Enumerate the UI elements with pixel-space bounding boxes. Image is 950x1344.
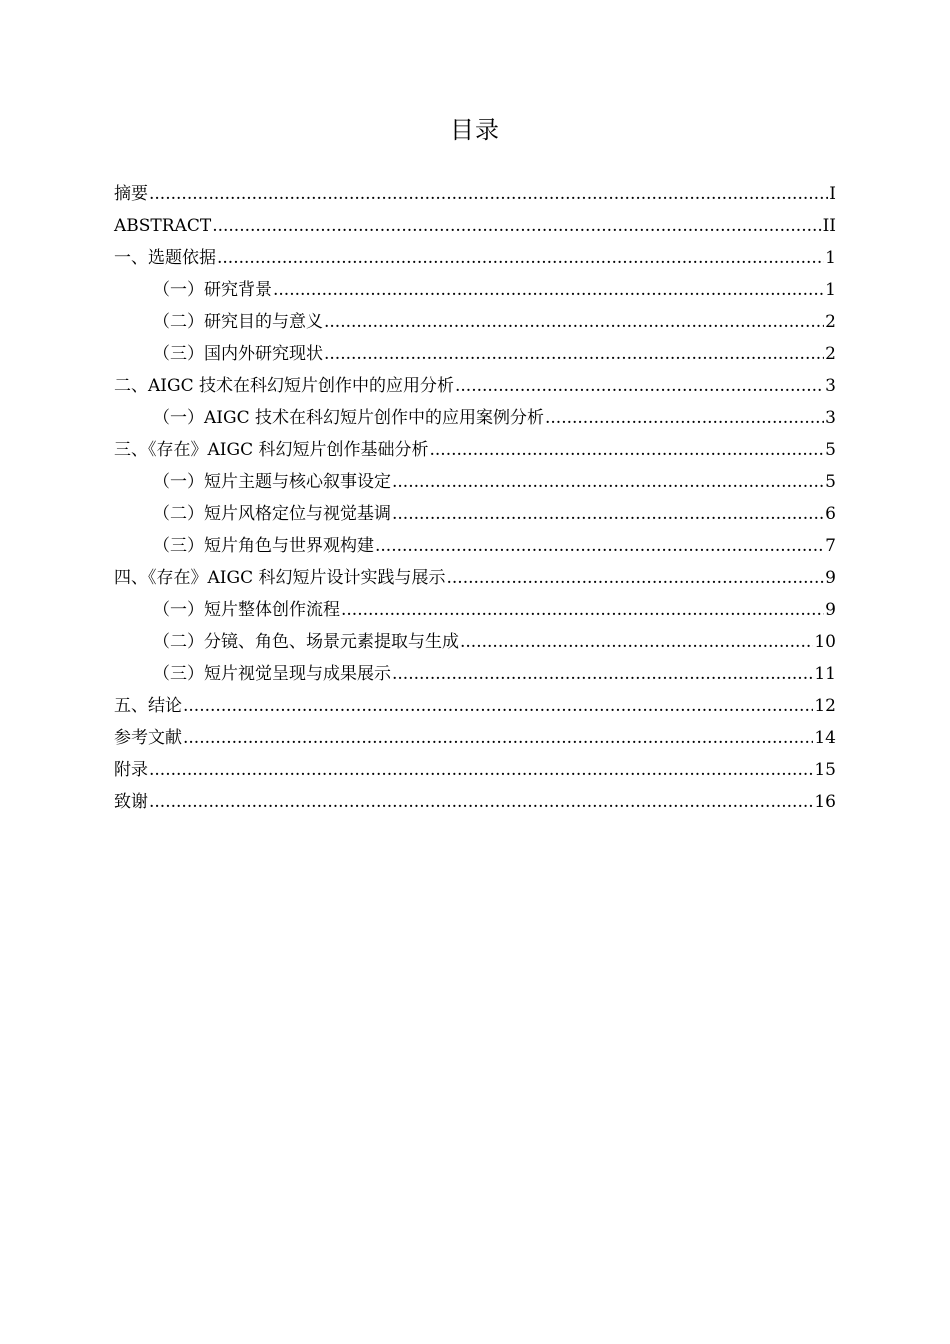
toc-subentry[interactable] [114,338,836,370]
dot-leader [392,498,824,530]
dot-leader [183,690,813,722]
toc-subentry[interactable] [114,274,836,306]
dot-leader [324,338,824,370]
dot-leader [446,562,824,594]
toc-entry[interactable] [114,754,836,786]
toc-entry[interactable] [114,210,836,242]
toc-subentry[interactable] [114,658,836,690]
dot-leader [217,242,824,274]
dot-leader [455,370,824,402]
toc-entry[interactable] [114,370,836,402]
toc-entry-page: 14 [814,728,836,748]
dot-leader [392,466,824,498]
toc-entry[interactable] [114,178,836,210]
toc-entry-page: 15 [814,760,836,780]
toc-entry-page: 11 [814,664,836,684]
toc-entry[interactable] [114,242,836,274]
toc-entry-label: （一）研究背景 [153,280,272,300]
toc-entry-label: 五、结论 [114,696,182,716]
toc-entry-label: 三、《存在》AIGC 科幻短片创作基础分析 [114,440,429,460]
toc-entry-page: 16 [814,792,836,812]
toc-entry[interactable] [114,786,836,818]
toc-entry-page: 2 [825,312,836,332]
dot-leader [149,754,813,786]
toc-entry-page: 1 [825,280,836,300]
dot-leader [183,722,813,754]
toc-entry-page: 1 [825,248,836,268]
toc-subentry[interactable] [114,498,836,530]
dot-leader [341,594,824,626]
toc-entry-label: （二）短片风格定位与视觉基调 [153,504,391,524]
toc-entry-page: 12 [814,696,836,716]
table-of-contents [114,178,836,818]
toc-entry-page: I [829,184,836,204]
toc-subentry[interactable] [114,594,836,626]
dot-leader [324,306,824,338]
toc-entry-page: 5 [825,472,836,492]
toc-entry-page: 5 [825,440,836,460]
dot-leader [460,626,813,658]
toc-entry-label: ABSTRACT [114,216,212,236]
toc-entry[interactable] [114,562,836,594]
dot-leader [212,210,821,242]
toc-entry-page: 2 [825,344,836,364]
toc-entry-label: 附录 [114,760,148,780]
toc-entry-page: 3 [825,408,836,428]
toc-entry-page: 9 [825,600,836,620]
toc-entry-page: 10 [814,632,836,652]
toc-entry-page: 6 [825,504,836,524]
toc-subentry[interactable] [114,306,836,338]
toc-entry-label: （一）AIGC 技术在科幻短片创作中的应用案例分析 [153,408,544,428]
toc-entry-label: （三）短片视觉呈现与成果展示 [153,664,391,684]
toc-subentry[interactable] [114,466,836,498]
toc-entry-page: 3 [825,376,836,396]
dot-leader [149,178,828,210]
dot-leader [273,274,824,306]
toc-entry-label: （二）分镜、角色、场景元素提取与生成 [153,632,459,652]
toc-subentry[interactable] [114,626,836,658]
toc-entry[interactable] [114,690,836,722]
toc-entry-page: 7 [825,536,836,556]
toc-entry-label: （二）研究目的与意义 [153,312,323,332]
dot-leader [375,530,824,562]
dot-leader [429,434,824,466]
toc-entry-label: 一、选题依据 [114,248,216,268]
toc-entry-label: （三）国内外研究现状 [153,344,323,364]
toc-entry-label: 参考文献 [114,728,182,748]
toc-entry-label: （一）短片主题与核心叙事设定 [153,472,391,492]
toc-entry-page: II [822,216,836,236]
toc-entry-label: 致谢 [114,792,148,812]
toc-entry-page: 9 [825,568,836,588]
toc-entry-label: （三）短片角色与世界观构建 [153,536,374,556]
toc-entry-label: 摘要 [114,184,148,204]
toc-subentry[interactable] [114,402,836,434]
dot-leader [149,786,813,818]
toc-entry-label: 四、《存在》AIGC 科幻短片设计实践与展示 [114,568,446,588]
dot-leader [392,658,813,690]
toc-entry-label: （一）短片整体创作流程 [153,600,340,620]
toc-entry[interactable] [114,722,836,754]
toc-subentry[interactable] [114,530,836,562]
toc-entry-label: 二、AIGC 技术在科幻短片创作中的应用分析 [114,376,454,396]
dot-leader [545,402,824,434]
page-title: 目录 [450,116,500,144]
toc-entry[interactable] [114,434,836,466]
